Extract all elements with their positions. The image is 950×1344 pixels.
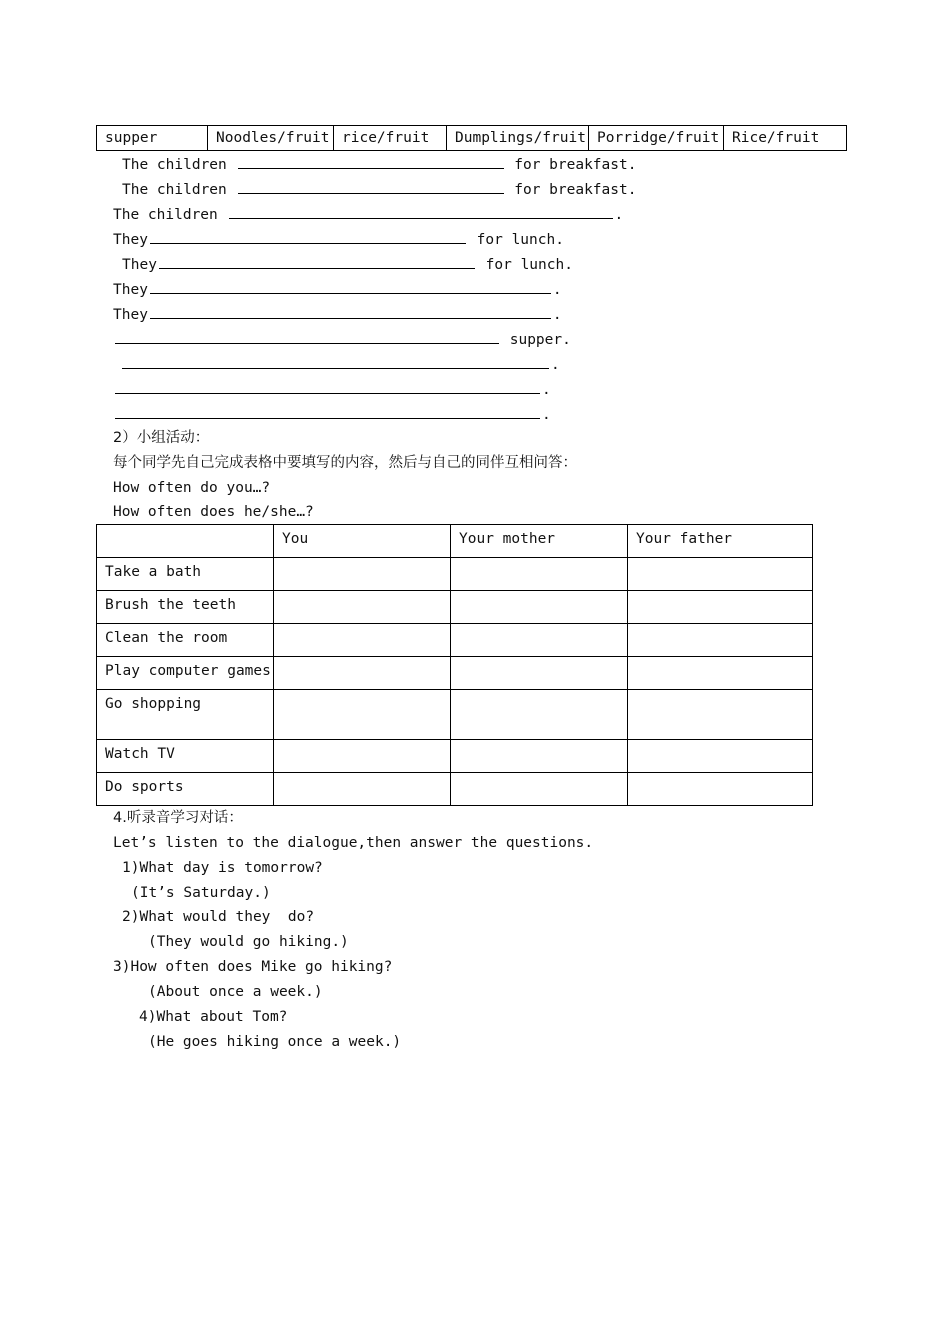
answer-text: (They would go hiking.) xyxy=(148,934,349,950)
answer-cell[interactable] xyxy=(451,624,628,657)
answer-cell[interactable] xyxy=(628,740,813,773)
answer-cell[interactable] xyxy=(451,740,628,773)
fill-line: They . xyxy=(113,307,562,323)
answer-cell[interactable] xyxy=(628,657,813,690)
supper-cell: rice/fruit xyxy=(334,126,447,151)
activity-label: Go shopping xyxy=(97,690,274,740)
blank-line[interactable] xyxy=(150,305,551,319)
table-row xyxy=(97,558,813,591)
header-cell xyxy=(97,525,274,558)
answer-cell[interactable] xyxy=(274,591,451,624)
blank-line[interactable] xyxy=(122,355,549,369)
blank-line[interactable] xyxy=(115,330,499,344)
table-row xyxy=(97,624,813,657)
answer-cell[interactable] xyxy=(628,558,813,591)
fill-line: The children for breakfast. xyxy=(122,182,637,198)
answer-text: (About once a week.) xyxy=(148,984,323,1000)
answer-cell[interactable] xyxy=(451,773,628,806)
fill-line: . xyxy=(113,380,551,399)
frequency-table xyxy=(96,524,813,806)
question-text: 3)How often does Mike go hiking? xyxy=(113,959,393,975)
table-header-row xyxy=(97,525,813,558)
fill-line: They for lunch. xyxy=(122,257,573,273)
section-heading: 4.听录音学习对话： xyxy=(113,810,243,826)
blank-line[interactable] xyxy=(115,405,540,419)
section-heading: 2）小组活动： xyxy=(113,430,210,446)
fill-line: . xyxy=(113,405,551,424)
answer-cell[interactable] xyxy=(628,591,813,624)
fill-line: They . xyxy=(113,282,562,298)
answer-cell[interactable] xyxy=(451,657,628,690)
answer-cell[interactable] xyxy=(628,690,813,740)
fill-line: The children . xyxy=(113,207,624,223)
fill-line: They for lunch. xyxy=(113,232,564,248)
answer-cell[interactable] xyxy=(274,740,451,773)
activity-label: Do sports xyxy=(97,773,274,806)
supper-label-cell: supper xyxy=(97,126,208,151)
fill-line: . xyxy=(120,355,560,374)
header-cell: Your father xyxy=(628,525,813,558)
activity-label: Take a bath xyxy=(97,558,274,591)
answer-cell[interactable] xyxy=(628,624,813,657)
blank-line[interactable] xyxy=(238,155,504,169)
table-row xyxy=(97,773,813,806)
answer-cell[interactable] xyxy=(628,773,813,806)
question-he-she: How often does he/she…? xyxy=(113,504,314,520)
activity-label: Clean the room xyxy=(97,624,274,657)
supper-cell: Noodles/fruit xyxy=(208,126,334,151)
answer-cell[interactable] xyxy=(274,624,451,657)
table-row xyxy=(97,690,813,740)
question-text: 2)What would they do? xyxy=(122,909,315,925)
activity-label: Brush the teeth xyxy=(97,591,274,624)
blank-line[interactable] xyxy=(238,180,504,194)
blank-line[interactable] xyxy=(150,280,551,294)
question-you: How often do you…? xyxy=(113,480,271,496)
fill-line: supper. xyxy=(113,330,571,349)
header-cell: You xyxy=(274,525,451,558)
supper-cell: Dumplings/fruit xyxy=(447,126,589,151)
supper-table xyxy=(96,125,847,151)
blank-line[interactable] xyxy=(159,255,475,269)
fill-line: The children for breakfast. xyxy=(122,157,637,173)
blank-line[interactable] xyxy=(115,380,540,394)
table-row xyxy=(97,657,813,690)
blank-line[interactable] xyxy=(150,230,466,244)
supper-row xyxy=(97,126,847,151)
table-row xyxy=(97,740,813,773)
answer-cell[interactable] xyxy=(451,690,628,740)
supper-cell: Porridge/fruit xyxy=(589,126,724,151)
answer-cell[interactable] xyxy=(451,591,628,624)
question-text: 1)What day is tomorrow? xyxy=(122,860,323,876)
answer-cell[interactable] xyxy=(274,657,451,690)
blank-line[interactable] xyxy=(229,205,613,219)
question-text: 4)What about Tom? xyxy=(139,1009,288,1025)
activity-label: Play computer games xyxy=(97,657,274,690)
answer-cell[interactable] xyxy=(451,558,628,591)
answer-text: (He goes hiking once a week.) xyxy=(148,1034,402,1050)
answer-cell[interactable] xyxy=(274,690,451,740)
activity-label: Watch TV xyxy=(97,740,274,773)
intro-text: Let’s listen to the dialogue,then answer the questions. xyxy=(113,835,594,851)
answer-cell[interactable] xyxy=(274,558,451,591)
instruction-text: 每个同学先自己完成表格中要填写的内容，然后与自己的同伴互相问答： xyxy=(113,455,577,471)
supper-cell: Rice/fruit xyxy=(724,126,847,151)
answer-text: (It’s Saturday.) xyxy=(131,885,271,901)
header-cell: Your mother xyxy=(451,525,628,558)
table-row xyxy=(97,591,813,624)
answer-cell[interactable] xyxy=(274,773,451,806)
